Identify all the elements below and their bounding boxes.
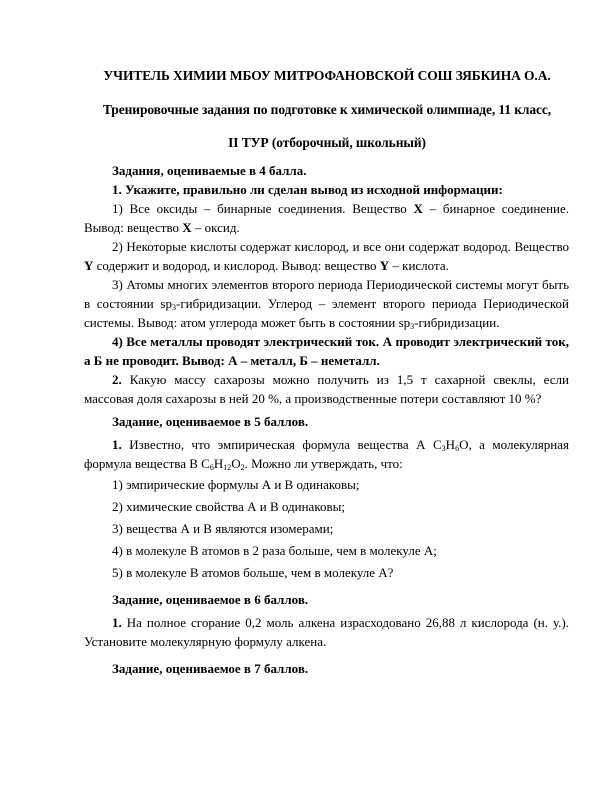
substance-x: Х [182, 220, 192, 235]
option-4: 4) в молекуле В атомов в 2 раза больше, чем в молекуле А; [112, 543, 437, 558]
section-6-question-1 [84, 613, 569, 651]
question-text: Известно, что эмпирическая формула вещества А С [121, 437, 442, 452]
subscript: 3 [441, 444, 446, 453]
section-5-heading: Задание, оцениваемое в 5 баллов. [112, 414, 309, 429]
item-text: – оксид. [191, 220, 240, 235]
section-4-question-1 [84, 180, 569, 199]
subscript: 3 [410, 322, 415, 331]
author-line: УЧИТЕЛЬ ХИМИИ МБОУ МИТРОФАНОВСКОЙ СОШ ЗЯБКИНА О.А. [103, 68, 551, 83]
section-4-item-1 [84, 199, 569, 237]
option-3: 3) вещества А и В являются изомерами; [112, 521, 334, 536]
section-6-heading: Задание, оцениваемое в 6 баллов. [112, 592, 309, 607]
question-text: Укажите, правильно ли сделан вывод из исходной информации: [121, 182, 503, 197]
question-text: На полное сгорание 0,2 моль алкена израсходовано 26,88 л кислорода (н. у.). Установите молекулярную формулу алкена. [84, 615, 569, 649]
question-number: 1. [112, 615, 122, 630]
section-4-question-2 [84, 370, 569, 408]
subscript: 3 [171, 303, 176, 312]
option-2: 2) химические свойства А и В одинаковы; [112, 499, 345, 514]
document-subtitle: Тренировочные задания по подготовке к химической олимпиаде, 11 класс, [102, 102, 552, 117]
item-text: 1) Все оксиды – бинарные соединения. Вещество [112, 201, 414, 216]
section-4-heading: Задания, оцениваемые в 4 балла. [112, 163, 307, 178]
option-1: 1) эмпирические формулы А и В одинаковы; [112, 477, 360, 492]
option-5: 5) в молекуле В атомов больше, чем в молекуле А? [112, 565, 394, 580]
subscript: 6 [455, 444, 460, 453]
substance-y: Y [379, 258, 390, 273]
formula-part: Н [445, 437, 456, 452]
section-7-heading: Задание, оцениваемое в 7 баллов. [112, 661, 309, 676]
question-number: 1. [112, 437, 122, 452]
subscript: 12 [223, 463, 232, 472]
subscript: 6 [209, 463, 214, 472]
question-number: 1. [112, 182, 122, 197]
section-5-question-1 [84, 435, 569, 473]
subscript: 2 [240, 463, 245, 472]
item-text: 2) Некоторые кислоты содержат кислород, и все они содержат водород. Вещество [112, 239, 569, 254]
substance-y: Y [84, 258, 94, 273]
section-4-item-4: 4) Все металлы проводят электрический ток. А проводит электрический ток, а Б не проводит. Вывод: А – металл, Б – неметалл. [84, 334, 569, 368]
document-body [84, 161, 569, 678]
item-text: 3) Атомы многих элементов второго периода Периодической системы могут быть в состоянии sp [84, 277, 569, 311]
question-text: Какую массу сахарозы можно получить из 1,5 т сахарной свеклы, если массовая доля сахарозы в ней 20 %, а производственные потери составляют 10 %? [84, 372, 569, 406]
item-text: -гибридизации. [414, 315, 500, 330]
formula-part: О [231, 456, 241, 471]
item-text: содержит и водород, и кислород. Вывод: вещество [93, 258, 380, 273]
item-text: – бинарное соединение. Вывод: вещество [84, 201, 569, 235]
question-number: 2. [112, 372, 122, 387]
substance-x: Х [413, 201, 423, 216]
question-text: . Можно ли утверждать, что: [244, 456, 403, 471]
section-4-item-2 [84, 237, 569, 275]
section-4-item-3 [84, 275, 569, 332]
item-text: – кислота. [389, 258, 449, 273]
formula-part: Н [213, 456, 224, 471]
item-text: -гибридизации. Углерод – элемент второго периода Периодической системы. Вывод: атом углерода может быть в состоянии sp [84, 296, 569, 330]
round-title: II ТУР (отборочный, школьный) [228, 135, 426, 150]
question-text: О, а молекулярная формула вещества В С [84, 437, 569, 471]
